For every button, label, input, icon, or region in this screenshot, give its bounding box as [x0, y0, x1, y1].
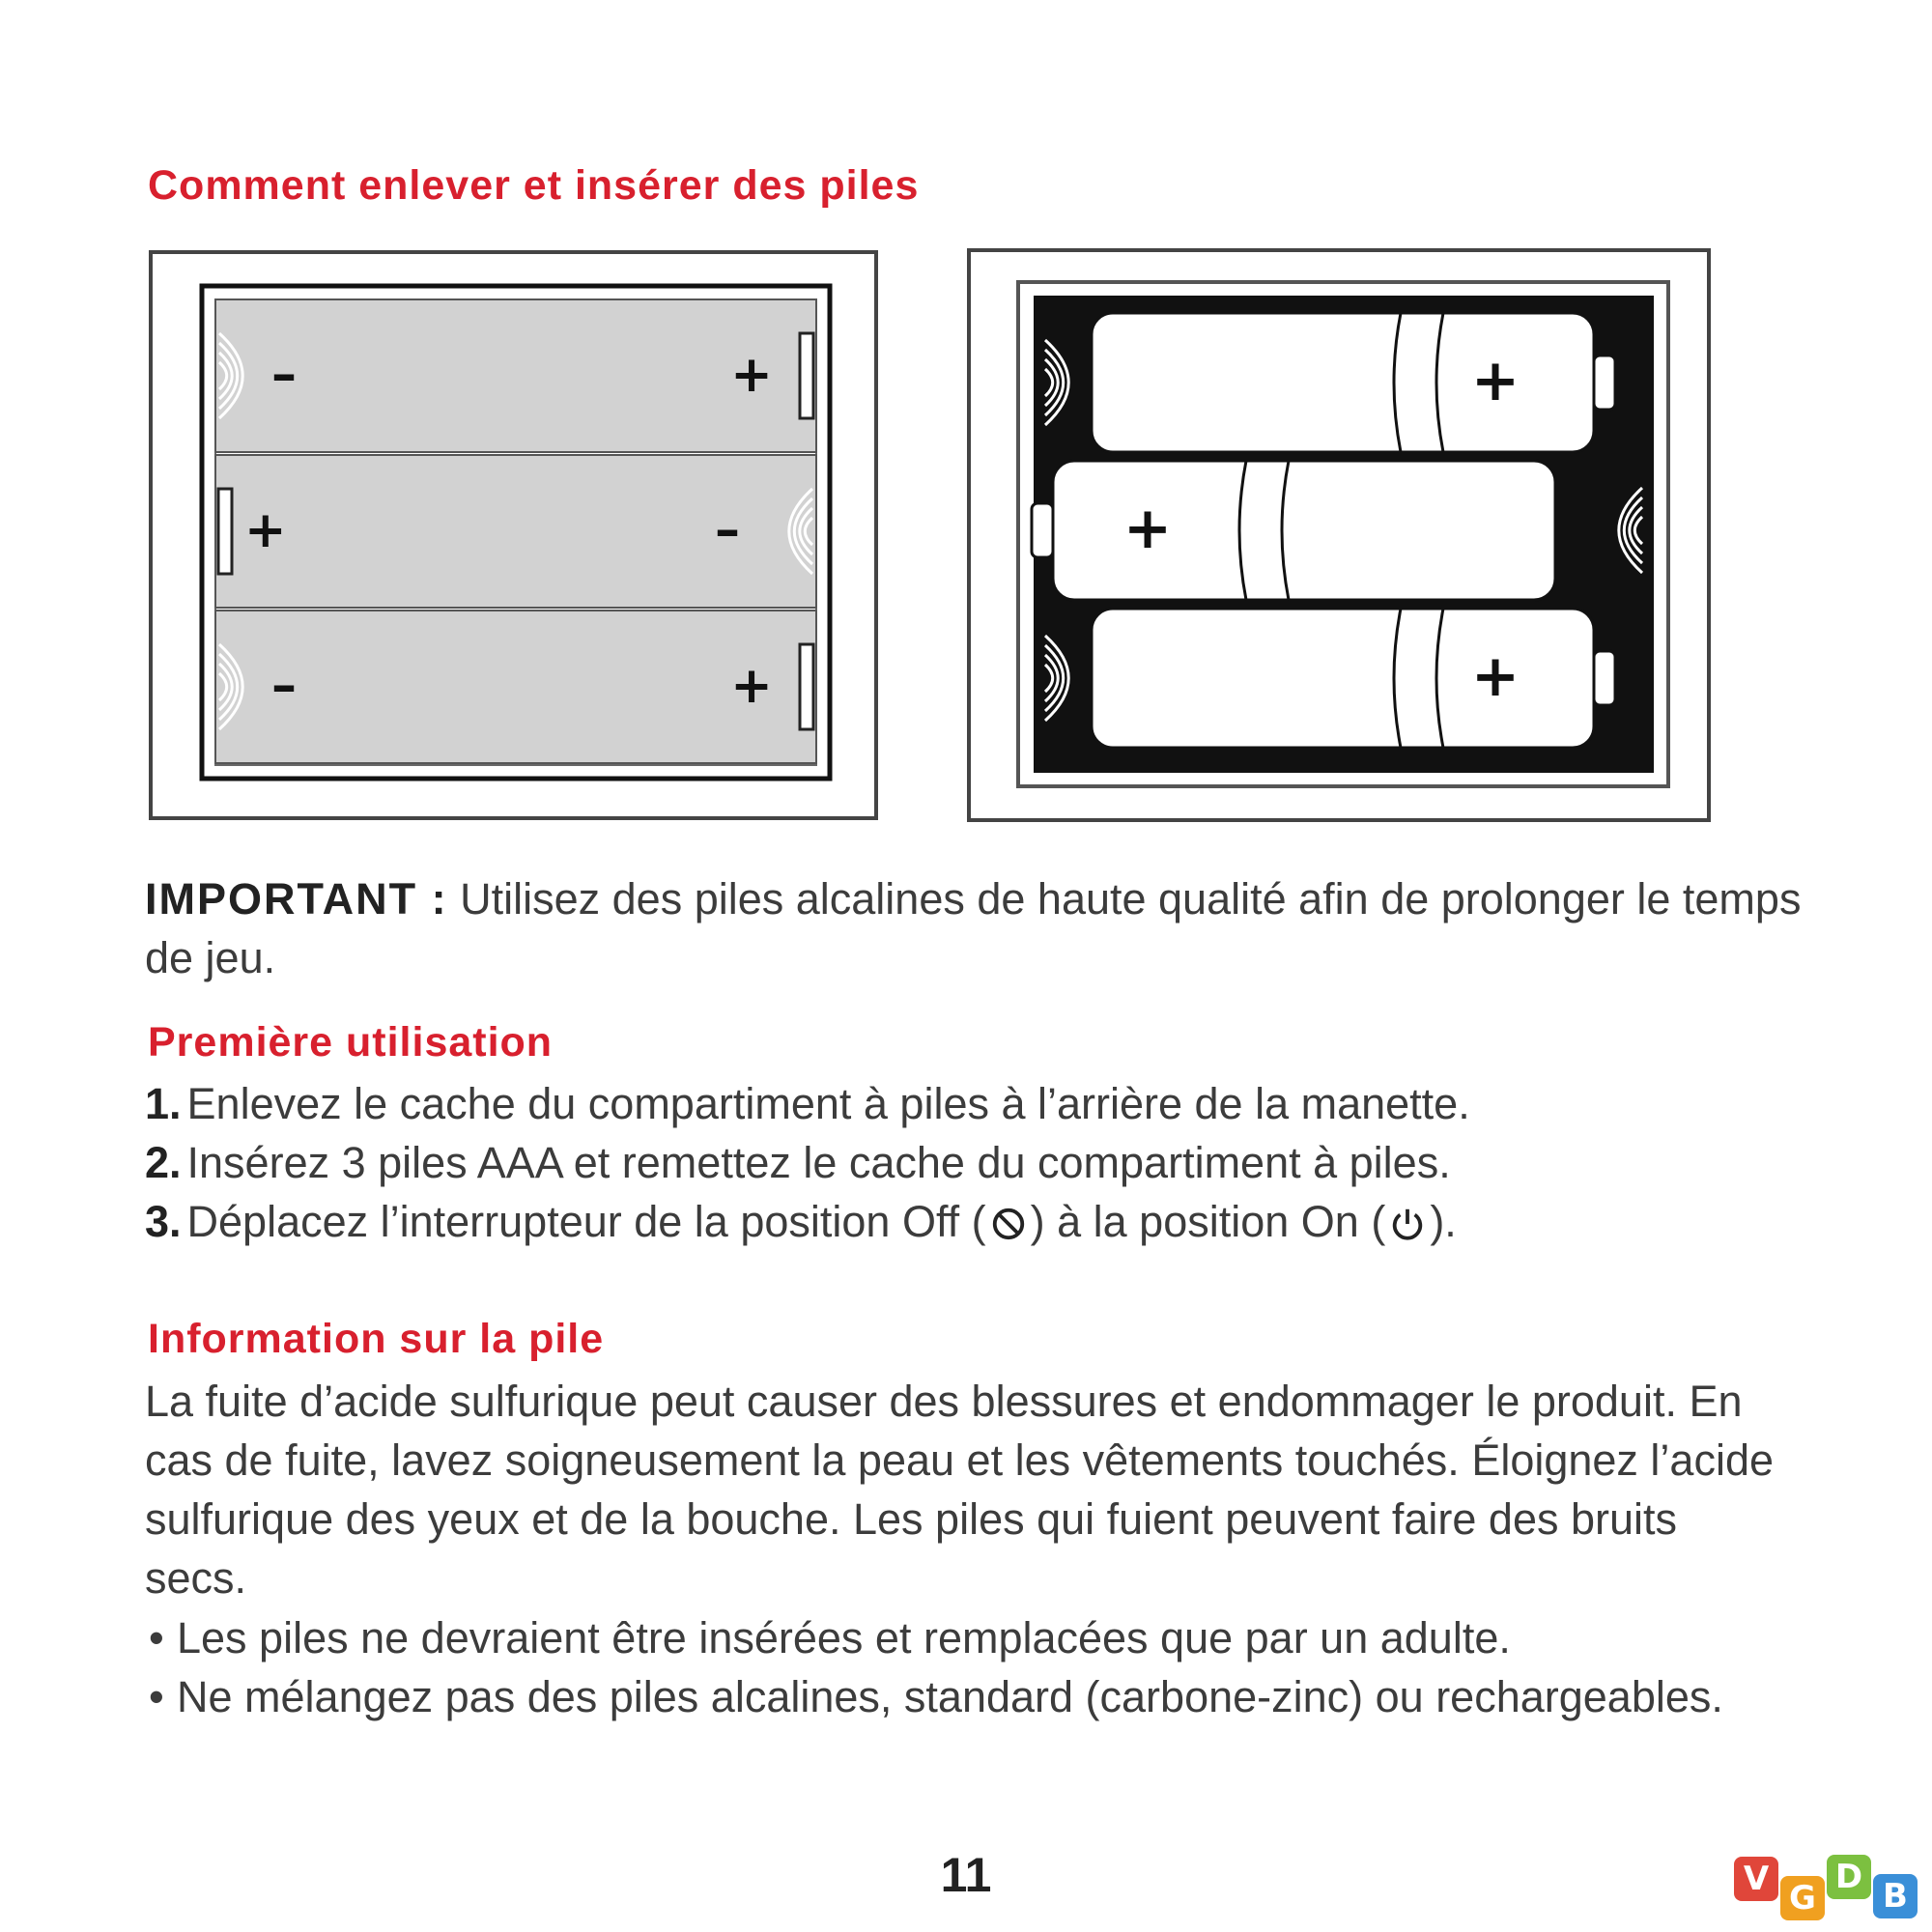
- power-off-icon: [990, 1206, 1027, 1242]
- polarity-label: +: [1470, 642, 1520, 710]
- polarity-label: +: [730, 657, 773, 715]
- list-item: [145, 1667, 1787, 1726]
- aaa-battery: [1032, 461, 1642, 600]
- battery-slot: [215, 455, 816, 608]
- watermark-letter: B: [1873, 1874, 1918, 1918]
- important-label: IMPORTANT :: [145, 874, 448, 923]
- vgdb-watermark-logo: [1734, 1853, 1927, 1928]
- step-number: 2.: [145, 1138, 182, 1187]
- aaa-battery: [1045, 313, 1615, 452]
- polarity-label: +: [1470, 347, 1520, 414]
- battery-slot: [215, 299, 816, 452]
- step-2: [145, 1133, 1470, 1192]
- terminal-plate: [218, 489, 232, 574]
- aaa-battery: [1045, 609, 1615, 748]
- battery-info-bullets: [145, 1608, 1787, 1726]
- bullet-text: Ne mélangez pas des piles alcalines, standard (carbone-zinc) ou rechargeables.: [177, 1672, 1723, 1721]
- polarity-label: +: [1122, 495, 1173, 562]
- bullet-text: Les piles ne devraient être insérées et remplacées que par un adulte.: [177, 1613, 1511, 1662]
- terminal-plate: [800, 333, 813, 418]
- step-text: Enlevez le cache du compartiment à piles à l’arrière de la manette.: [186, 1079, 1470, 1128]
- watermark-letter: G: [1780, 1876, 1825, 1920]
- bullet-dot: •: [149, 1613, 164, 1662]
- step-number: 1.: [145, 1079, 182, 1128]
- first-use-heading: Première utilisation: [148, 1019, 554, 1065]
- empty-battery-compartment-diagram: [148, 249, 879, 821]
- battery-slot: [215, 611, 816, 763]
- important-text: Utilisez des piles alcalines de haute qualité afin de prolonger le temps de jeu.: [145, 874, 1802, 982]
- polarity-label: –: [271, 657, 297, 715]
- page-number: 11: [940, 1848, 992, 1902]
- step-number: 3.: [145, 1197, 182, 1246]
- bullet-dot: •: [149, 1672, 164, 1721]
- step-text-mid: ) à la position On (: [1030, 1197, 1386, 1246]
- polarity-label: –: [715, 501, 740, 559]
- filled-battery-compartment-diagram: [966, 247, 1712, 823]
- important-note: [145, 869, 1806, 987]
- step-1: [145, 1074, 1470, 1133]
- watermark-letter: V: [1734, 1857, 1778, 1901]
- battery-info-paragraph: La fuite d’acide sulfurique peut causer des blessures et endommager le produit. En cas de fuite, lavez soigneusement la peau et les vêtements touchés. Éloignez l’acide sulfurique des yeux et de la bouche. Les piles qui fuient peuvent faire des bruits secs.: [145, 1377, 1775, 1603]
- step-text: Insérez 3 piles AAA et remettez le cache du compartiment à piles.: [186, 1138, 1451, 1187]
- step-text-post: ).: [1430, 1197, 1457, 1246]
- page-title: Comment enlever et insérer des piles: [148, 162, 920, 209]
- polarity-label: –: [271, 346, 297, 404]
- step-text-pre: Déplacez l’interrupteur de la position Off (: [186, 1197, 986, 1246]
- power-on-icon: [1389, 1206, 1426, 1242]
- step-3: [145, 1192, 1470, 1251]
- terminal-plate: [800, 644, 813, 729]
- polarity-label: +: [730, 346, 773, 404]
- watermark-letter: D: [1827, 1855, 1871, 1899]
- first-use-steps: [145, 1074, 1470, 1251]
- battery-info-heading: Information sur la pile: [148, 1316, 605, 1362]
- list-item: [145, 1608, 1787, 1667]
- polarity-label: +: [244, 501, 287, 559]
